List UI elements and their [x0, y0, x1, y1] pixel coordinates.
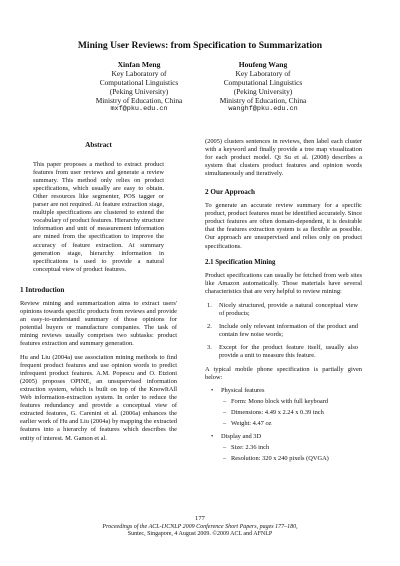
list-number: 2.: [207, 322, 212, 330]
left-column: [20, 138, 177, 443]
list-item: [205, 344, 362, 360]
paragraph: (2005) clusters sentences in reviews, then label each cluster with a keyword and finally provide a tree map visualization for each product model. Qi Su et al. (2008) describes a system that clusters product features and opinion words simultaneously and iteratively.: [205, 138, 362, 178]
list-item-text: Nicely structured, provide a natural conceptual view of products;: [219, 301, 358, 317]
author-affiliation: (Peking University): [233, 87, 293, 97]
author-affiliation: Ministry of Education, China: [219, 96, 307, 106]
list-item: [205, 302, 362, 318]
venue-line: Suntec, Singapore, 4 August 2009. ©2009 ACL and AFNLP: [127, 531, 273, 538]
bullet-item: • Physical features: [205, 387, 362, 395]
author-block-wang: [188, 60, 338, 115]
page-number: 177: [195, 515, 205, 522]
list-number: 3.: [207, 343, 212, 351]
paragraph: Review mining and summarization aims to extract users' opinions towards specific products from reviews and provide an easy-to-understand summary of those opinions for potential buyers or manufacture companies. The task of mining reviews usually comprises two subtasks: product features extraction and summary generation.: [20, 299, 177, 347]
dash-item: – Size: 2.36 inch: [205, 444, 362, 452]
author-name: Houfeng Wang: [238, 60, 288, 69]
dash-item: – Form: Mono block with full keyboard: [205, 398, 362, 406]
author-affiliation: Computational Linguistics: [223, 78, 303, 88]
author-name: Xinfan Meng: [117, 60, 161, 69]
page-footer: [0, 515, 400, 539]
bullet-item: • Display and 3D: [205, 433, 362, 441]
list-item-text: Include only relevant information of the product and contain few noise words;: [219, 322, 358, 338]
subsection-heading-specification-mining: 2.1 Specification Mining: [205, 258, 276, 266]
author-email[interactable]: mxf@pku.edu.cn: [110, 105, 168, 114]
paper-title: Mining User Reviews: from Specification to Summarization: [77, 40, 323, 51]
abstract-heading: Abstract: [85, 141, 112, 149]
author-email[interactable]: wanghf@pku.edu.cn: [228, 105, 298, 114]
paragraph: A typical mobile phone specification is partially given below:: [205, 366, 362, 382]
abstract-text: This paper proposes a method to extract product features from user reviews and generate a review summary. This method only relies on product specifications, which usually are easy to obtain. Other resources like segmenter, POS tagger or parser are not required. At feature extraction stage, multiple specifications are clustered to extend the vocabulary of product features. Hierarchy structure information and unit of measurement information are mined from the specification to improve the accuracy of feature extraction. At summary generation stage, hierarchy information in specifications is used to provide a natural conceptual view of product features.: [33, 161, 164, 273]
list-item: [205, 323, 362, 339]
dash-item: – Weight: 4.47 oz: [205, 420, 362, 428]
section-heading-introduction: 1 Introduction: [20, 285, 65, 294]
paragraph: Product specifications can usually be fetched from web sites like Amazon automatically. Those materials have several characteristics that are very helpful to review mining:: [205, 271, 362, 295]
author-affiliation: (Peking University): [109, 87, 169, 97]
author-affiliation: Key Laboratory of: [111, 69, 167, 79]
paragraph: Hu and Liu (2004a) use association mining methods to find frequent product features and use opinion words to predict infrequent product features. A.M. Popescu and O. Etzioni (2005) proposes OPINE, an unsupervised information extraction system, which is built on top of the KnowItAll Web information-extraction system. In order to reduce the features redundancy and provide a conceptual view of extracted features, G. Carenini et al. (2006a) enhances the earlier work of Hu and Liu (2004a) by mapping the extracted features into a hierarchy of features which describes the entity of interest. M. Gamon et al.: [20, 354, 177, 442]
dash-item: – Resolution: 320 x 240 pixels (QVGA): [205, 455, 362, 463]
author-affiliation: Key Laboratory of: [235, 69, 291, 79]
paragraph: To generate an accurate review summary for a specific product, product features must be identified accurately. Since product features are often domain-dependent, it is desirable that the features extraction system is as flexible as possible. Our approach are unsupervised and relies only on product specifications.: [205, 202, 362, 250]
author-affiliation: Computational Linguistics: [99, 78, 179, 88]
author-affiliation: Ministry of Education, China: [95, 96, 183, 106]
enumerated-list: [205, 302, 362, 360]
dash-item: – Dimensions: 4.49 x 2.24 x 0.39 inch: [205, 409, 362, 417]
right-column: [205, 138, 362, 463]
section-heading-our-approach: 2 Our Approach: [205, 188, 256, 197]
list-number: 1.: [207, 301, 212, 309]
proceedings-line: Proceedings of the ACL-IJCNLP 2009 Conference Short Papers, pages 177–180,: [102, 524, 298, 531]
list-item-text: Except for the product feature itself, usually also provide a unit to measure this feature.: [219, 343, 358, 359]
